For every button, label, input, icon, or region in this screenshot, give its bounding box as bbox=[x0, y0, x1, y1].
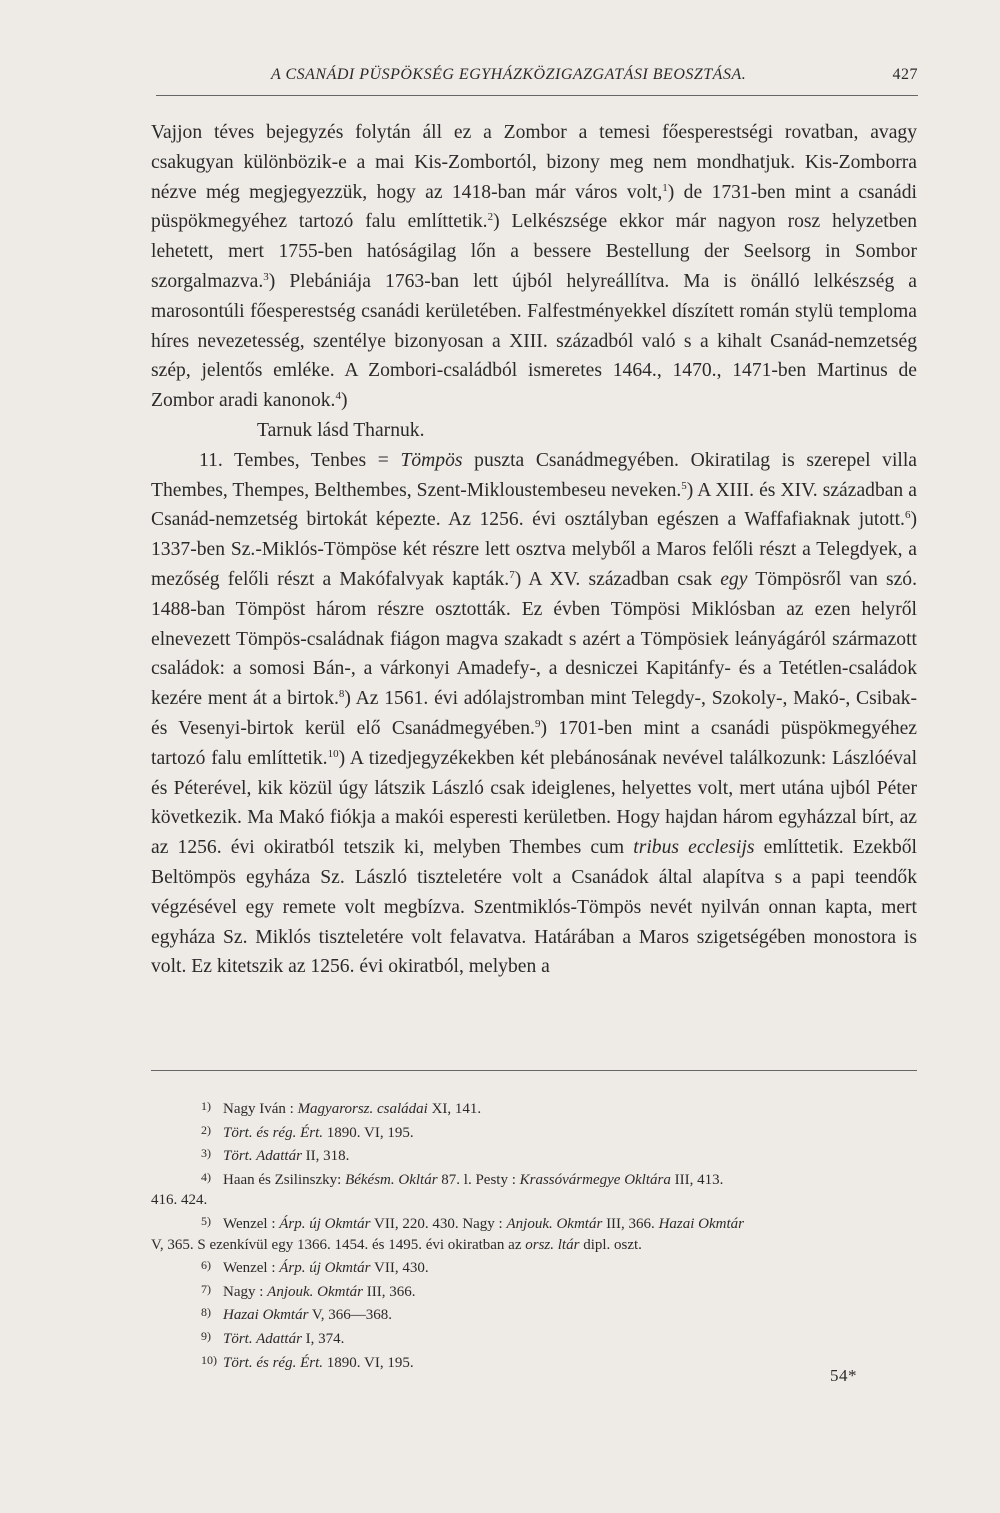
paragraph-tembes: 11. Tembes, Tenbes = Tömpös puszta Csanádmegyében. Okiratilag is szerepel villa Thembes, Thempes, Belthembes, Szent-Mikloustembeseu neveken.$^5$) A XIII. és XIV. században a Csanád-nemzetség birtokát képezte. Az 1256. évi osztályban egészen a Waffafiaknak jutott.$^6$) 1337-ben Sz.-Miklós-Tömpöse két részre lett osztva melyből a Maros felőli részt a Telegdyek, a mezőség felőli részt a Makófalvyak kapták.$^7$) A XV. században csak egy Tömpösről van szó. 1488-ban Tömpöst három részre osztották. Ez évben Tömpösi Miklósban az ezen helyről elnevezett Tömpös-családnak fiágon magva szakadt s azért a Tömpösiek leányágáról származott családok: a somosi Bán-, a várkonyi Amadefy-, a desniczei Kapitánfy- és a Tetétlen-családok kezére ment át a birtok.$^8$) Az 1561. évi adólajstromban mint Telegdy-, Szokoly-, Makó-, Csibak- és Vesenyi-birtok kerül elő Csanádmegyében.$^9$) 1701-ben mint a csanádi püspökmegyéhez tartozó falu említtetik.$^{10}$) A tizedjegyzékekben két plebánosának nevével találkozunk: Lászlóéval és Péterével, kik közül úgy látszik László csak ideiglenes, helyettes volt, mert utána ujból Péter következik. Ma Makó fiókja a makói esperesti kerületben. Hogy hajdan három egyházzal bírt, az az 1256. évi okiratból tetszik ki, melyben Thembes cum tribus ecclesijs említtetik. Ezekből Beltömpös egyháza Sz. László tiszteletére volt a Csanádok által alapítva s a papi teendők végzésével egy remete volt megbízva. Szentmiklós-Tömpös nevét nyilván onnan kapta, mert egyháza Sz. Miklós tiszteletére volt felavatva. Határában a Maros szigetségében monostora is volt. Ez kitetszik az 1256. évi okiratból, melyben a bbox=[151, 449, 918, 978]
footnote-ref[interactable]: 6 bbox=[904, 509, 911, 522]
footnote-ref[interactable]: 8 bbox=[338, 688, 345, 701]
page-number: 427 bbox=[892, 66, 918, 83]
paragraph-tarnuk: Tarnuk lásd Tharnuk. bbox=[257, 419, 425, 441]
footnote-6: 6) Wenzel : Árp. új Okmtár VII, 430. bbox=[201, 1258, 429, 1277]
footnotes bbox=[151, 1096, 911, 1373]
footnote-7: 7) Nagy : Anjouk. Okmtár III, 366. bbox=[201, 1281, 416, 1300]
footnote-ref[interactable]: 4 bbox=[335, 390, 341, 403]
paragraph-zombor: Vajjon téves bejegyzés folytán áll ez a Zombor a temesi főesperestségi rovatban, avagy csakugyan különbözik-e a mai Kis-Zombortól, bizony meg nem mondhatjuk. Kis-Zomborra nézve még megjegyezzük, hogy az 1418-ban már város volt,$^1$) de 1731-ben mint a csanádi püspökmegyéhez tartozó falu említtetik.$^2$) Lelkészsége ekkor már nagyon rosz helyzetben lehetett, mert 1755-ben hatóságilag lőn a bessere Bestellung der Seelsorg in Sombor szorgalmazva.$^3$) Plebániája 1763-ban lett újból helyreállítva. Ma is önálló lelkészség a marosontúli főesperestség csanádi kerületében. Falfestményekkel díszített román stylü temploma híres nevezetesség, szentélye bizonyosan a XIII. századból való s a kihalt Csanád-nemzetség szép, jelentős emléke. A Zombori-családból ismeretes 1464., 1470., 1471-ben Martinus de Zombor aradi kanonok.$^4$) bbox=[151, 122, 917, 412]
header-rule bbox=[156, 95, 918, 96]
main-text bbox=[151, 118, 917, 982]
footnote-ref[interactable]: 5 bbox=[681, 479, 687, 492]
footnote-5-continued: V, 365. S ezenkívül egy 1366. 1454. és 1495. évi okiratban az orsz. ltár dipl. oszt. bbox=[151, 1236, 642, 1253]
footnote-5: 5) Wenzel : Árp. új Okmtár VII, 220. 430. Nagy : Anjouk. Okmtár III, 366. Hazai Okmtár bbox=[201, 1213, 744, 1232]
footnote-ref[interactable]: 7 bbox=[509, 568, 515, 581]
footnote-ref[interactable]: 3 bbox=[263, 270, 269, 283]
footnote-ref[interactable]: 10 bbox=[327, 747, 339, 760]
footnote-ref[interactable]: 1 bbox=[662, 181, 668, 194]
footnote-4: 4) Haan és Zsilinszky: Békésm. Okltár 87. l. Pesty : Krassóvármegye Okltára III, 413. bbox=[201, 1169, 724, 1188]
footnote-ref[interactable]: 9 bbox=[534, 717, 541, 730]
footnote-10: 10) Tört. és rég. Ért. 1890. VI, 195. bbox=[201, 1352, 414, 1371]
footnote-4-continued: 416. 424. bbox=[151, 1192, 208, 1209]
footnote-8: 8) Hazai Okmtár V, 366—368. bbox=[201, 1305, 393, 1324]
footnote-rule bbox=[151, 1070, 917, 1071]
footnote-3: 3) Tört. Adattár II, 318. bbox=[201, 1146, 350, 1165]
footnote-ref[interactable]: 2 bbox=[487, 211, 494, 224]
footnote-1: 1) Nagy Iván : Magyarorsz. családai XI, 141. bbox=[201, 1099, 482, 1117]
running-title: A CSANÁDI PÜSPÖKSÉG EGYHÁZKÖZIGAZGATÁSI BEOSZTÁSA. bbox=[271, 66, 747, 83]
footnote-2: 2) Tört. és rég. Ért. 1890. VI, 195. bbox=[201, 1122, 414, 1141]
signature-mark: 54* bbox=[830, 1366, 857, 1385]
footnote-9: 9) Tört. Adattár I, 374. bbox=[201, 1328, 345, 1347]
